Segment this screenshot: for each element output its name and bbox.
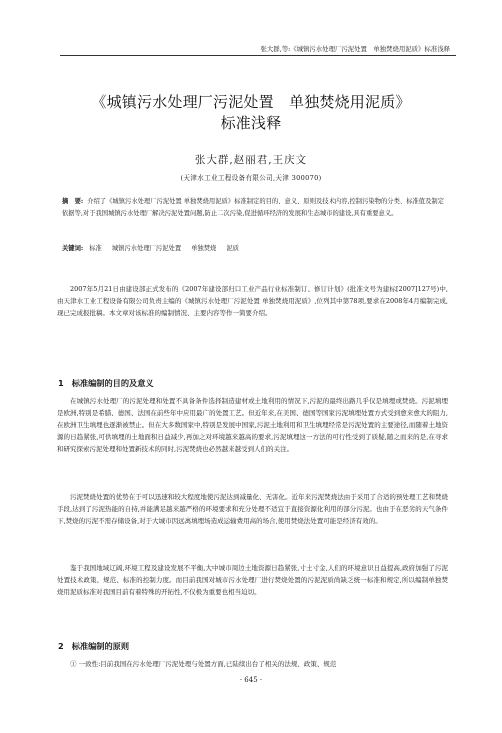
keywords-label: 关键词: bbox=[62, 245, 84, 252]
section-1-paragraph-2: 污泥焚烧处置的优势在于可以迅速和较大程度地使污泥达到减量化、无害化。近年来污泥焚烧法由于采用了合适的预处理工艺和焚烧手段,达到了污泥热能的自持,并能满足越来越严格的环境要求和充分处理不适宜于直接资源化利用的部分污泥。也由于在恶劣的天气条件下,焚烧的污泥不需存储设备,对于大城市因远离填埋场造成运输费用高的场合,使用焚烧法处置可能是经济有效的。 bbox=[57, 493, 448, 526]
article-title bbox=[40, 92, 462, 134]
keywords bbox=[62, 243, 444, 254]
section-title: 标准编制的目的及意义 bbox=[71, 378, 154, 388]
section-number: 1 bbox=[58, 378, 64, 388]
abstract-label: 摘 要: bbox=[62, 198, 84, 205]
keyword: 标准 bbox=[89, 245, 102, 252]
keyword: 单独焚烧 bbox=[191, 245, 217, 252]
title-line-1: 《城镇污水处理厂污泥处置 单独焚烧用泥质》 bbox=[91, 93, 411, 111]
section-title: 标准编制的原则 bbox=[71, 641, 130, 651]
authors: 张大群,赵丽君,王庆文 bbox=[194, 154, 308, 166]
section-2-paragraph-1: ① 一致性:目前我国在污水处理厂污泥处理与处置方面,已陆续出台了相关的法规、政策、规范 bbox=[70, 660, 337, 668]
abstract-text: 介绍了《城镇污水处理厂污泥处置 单独焚烧用泥质》标准制定的目的、意义、原则及技术内容,控制污染物的分类、标准值及制定依据等,对于我国城镇污水处理厂解决污泥处置问题,防止二次污染,促进循环经济的发展和生态城市的建设,具有重要意义。 bbox=[62, 198, 444, 217]
affiliation: (天津水工业工程设备有限公司,天津 300070) bbox=[180, 174, 322, 182]
section-1-paragraph-1: 在城镇污水处理厂的污泥处理和处置不具备条件选择制造建材或土地利用的情况下,污泥的最终出路几乎仅是填埋或焚烧。污泥填埋是欧洲,特别是希腊、德国、法国在前些年中应用最广的处置工艺。但近年来,在美国、德国等国家污泥填埋处置方式受到愈来愈大的阻力,在欧洲卫生填埋也逐渐被禁止。但在大多数国家中,特别是发展中国家,污泥土地利用和卫生填埋经常是污泥处置的主要途径,而随着土地资源的日趋紧张,可供填埋的土地面积日益减少,再加之对环境越来越高的要求,污泥填埋这一方法的可行性受到了质疑,随之而来的是,在寻求和研究探索污泥处理和处置新技术的同时,污泥焚烧也必然越来越受到人们的关注。 bbox=[57, 397, 448, 454]
section-1-heading bbox=[58, 378, 154, 389]
section-2-heading bbox=[58, 641, 129, 652]
page-number: · 645 · bbox=[239, 676, 263, 684]
header-rule bbox=[60, 55, 456, 56]
section-number: 2 bbox=[58, 641, 64, 651]
abstract bbox=[62, 196, 444, 219]
keyword: 泥质 bbox=[226, 245, 239, 252]
intro-paragraph: 2007年5月21日由建设部正式发布的《2007年建设部归口工业产品行业标准制订、修订计划》(批准文号为建标[2007]127号)中,由天津水工业工程设备有限公司负责主编的《城镇污水处理厂污泥处置 单独焚烧用泥质》,位列其中第78项,要求在2008年4月编制完成,现已完成报批稿。本文章对该标准的编制情况、主要内容等作一简要介绍。 bbox=[57, 285, 448, 318]
section-1-paragraph-3: 鉴于我国地域辽阔,环境工程及建设发展不平衡,大中城市周边土地资源日趋紧张,寸土寸金,人们的环境意识日益提高,政府加强了污泥处置技术政策、规范、标准的控制力度。而目前我国对城市污水处理厂进行焚烧处置的污泥泥质尚缺乏统一标准和规定,所以编制单独焚烧用泥质标准对我国目前有着特殊的开拓性,不仅极为重要也相当迫切。 bbox=[57, 564, 448, 597]
keyword: 城镇污水处理厂污泥处置 bbox=[111, 245, 182, 252]
running-head: 张大群,等:《城镇污水处理厂污泥处置 单独焚烧用泥质》标准浅释 bbox=[260, 45, 450, 53]
title-line-2: 标准浅释 bbox=[220, 114, 282, 132]
